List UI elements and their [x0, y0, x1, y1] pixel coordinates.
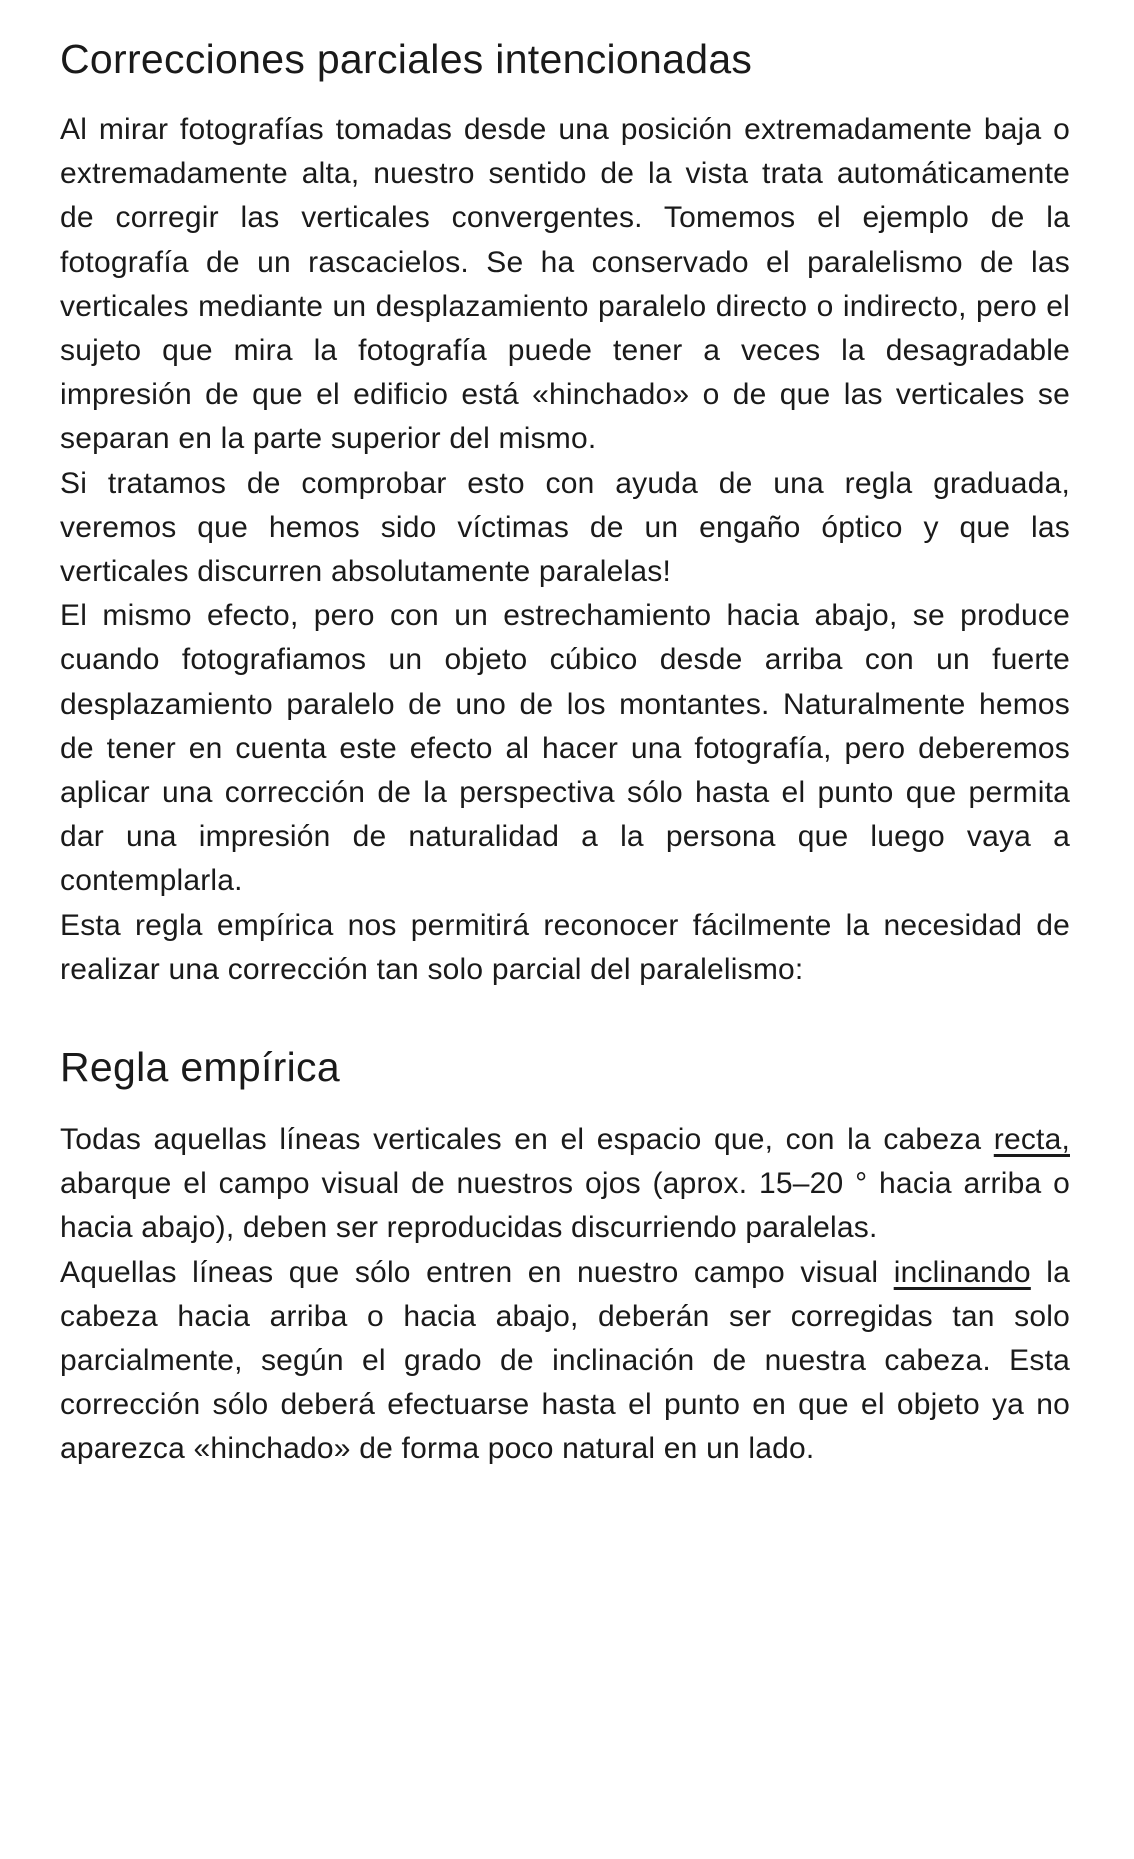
paragraph: Al mirar fotografías tomadas desde una posición extremadamente baja o extremadamente alta, nuestro sentido de la vista trata automáticamente de corregir las verticales convergentes. Tomemos el ejemplo de la fotografía de un rascacielos. Se ha conservado el paralelismo de las verticales mediante un desplazamiento paralelo directo o indirecto, pero el sujeto que mira la fotografía puede tener a veces la desagradable impresión de que el edificio está «hinchado» o de que las verticales se separan en la parte superior del mismo.: [60, 113, 1070, 456]
paragraph: [60, 1118, 1070, 1251]
text-span: la cabeza hacia arriba o hacia abajo, deberán ser corregidas tan solo parcialmente, según el grado de inclinación de nuestra cabeza. Esta corrección sólo deberá efectuarse hasta el punto en que el objeto ya no aparezca «hinchado» de forma poco natural en un lado.: [60, 1255, 1070, 1466]
section-body-regla-empirica: [60, 1118, 1070, 1472]
section-title-correcciones: Correcciones parciales intencionadas: [60, 36, 753, 82]
text-span: abarque el campo visual de nuestros ojos (aprox. 15–20 ° hacia arriba o hacia abajo), deben ser reproducidas discurriendo paralelas.: [60, 1167, 1070, 1245]
underlined-word-recta: recta,: [993, 1123, 1070, 1157]
text-span: Todas aquellas líneas verticales en el espacio que, con la cabeza: [60, 1123, 994, 1157]
paragraph: Si tratamos de comprobar esto con ayuda de una regla graduada, veremos que hemos sido víctimas de un engaño óptico y que las verticales discurren absolutamente paralelas!: [60, 466, 1070, 589]
page: [60, 30, 1070, 1472]
underlined-word-inclinando: inclinando: [893, 1255, 1031, 1289]
paragraph: [60, 1251, 1070, 1472]
paragraph: Esta regla empírica nos permitirá reconocer fácilmente la necesidad de realizar una corrección tan solo parcial del paralelismo:: [60, 908, 1070, 986]
paragraph: El mismo efecto, pero con un estrechamiento hacia abajo, se produce cuando fotografiamos un objeto cúbico desde arriba con un fuerte desplazamiento paralelo de uno de los montantes. Naturalmente hemos de tener en cuenta este efecto al hacer una fotografía, pero deberemos aplicar una corrección de la perspectiva sólo hasta el punto que permita dar una impresión de naturalidad a la persona que luego vaya a contemplarla.: [60, 599, 1070, 898]
section-title-regla-empirica: Regla empírica: [60, 1044, 340, 1091]
section-body-correcciones: [60, 108, 1070, 992]
text-span: Aquellas líneas que sólo entren en nuestro campo visual: [60, 1255, 894, 1289]
